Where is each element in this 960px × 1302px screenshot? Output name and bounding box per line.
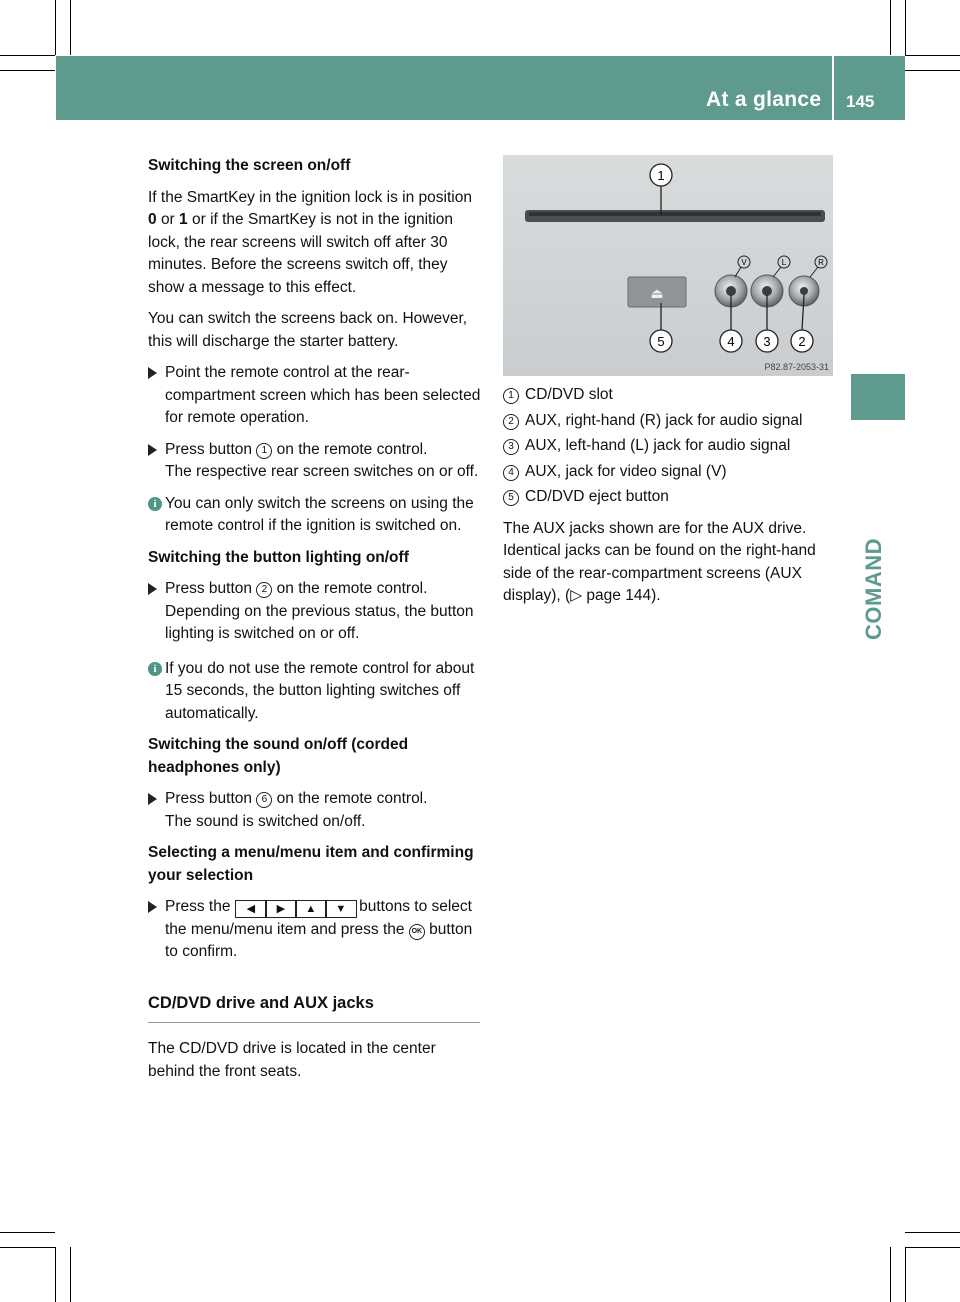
instruction-step: Press button 6 on the remote control. (148, 788, 482, 811)
legend-item: 1 CD/DVD slot (503, 384, 837, 407)
callout-number-icon: 4 (503, 465, 519, 481)
heading-sound: Switching the sound on/off (corded headphones only) (148, 736, 409, 776)
crop-mark (0, 1232, 55, 1233)
info-note: i You can only switch the screens on using the remote control if the ignition is switched on. (148, 493, 482, 538)
step-arrow-icon (148, 583, 157, 595)
callout-1: 1 (657, 168, 665, 183)
left-column (148, 155, 482, 1083)
callout-3: 3 (763, 334, 771, 349)
step-result: The sound is switched on/off. (165, 812, 366, 830)
step-arrow-icon (148, 901, 157, 913)
step-result: The respective rear screen switches on or off. (165, 463, 479, 480)
up-key-icon: ▲ (295, 900, 327, 918)
figure-reference: P82.87-2053-31 (764, 362, 829, 372)
cd-dvd-drive-figure (503, 155, 833, 376)
left-key-icon: ◀ (235, 900, 267, 918)
eject-icon: ⏏ (650, 285, 664, 301)
jack-label-r: R (818, 258, 824, 267)
callout-number-icon: 3 (503, 439, 519, 455)
heading-menu-selection: Selecting a menu/menu item and confirming your selection (148, 844, 474, 884)
ok-button-icon: OK (409, 924, 425, 940)
paragraph: The AUX jacks shown are for the AUX drive. Identical jacks can be found on the right-hand side of the rear-compartment screens (AUX display), (▷ page 144). (503, 519, 816, 604)
instruction-step: Point the remote control at the rear-compartment screen which has been selected for remote operation. (148, 362, 482, 430)
callout-number-icon: 2 (256, 582, 272, 598)
legend-item: 5 CD/DVD eject button (503, 486, 837, 509)
crop-mark (905, 1247, 906, 1302)
crop-mark (905, 1247, 960, 1248)
instruction-step: Press the ◀ ▶ ▲ ▼ buttons to select the menu/menu item and press the OK button to confirm. (148, 896, 482, 964)
step-arrow-icon (148, 367, 157, 379)
crop-mark (890, 0, 891, 55)
legend-item: 2 AUX, right-hand (R) jack for audio signal (503, 410, 837, 433)
legend-item: 3 AUX, left-hand (L) jack for audio signal (503, 435, 837, 458)
paragraph: If the SmartKey in the ignition lock is in position 0 or 1 or if the SmartKey is not in the ignition lock, the rear screens will switch off after 30 minutes. Before the screens switch off, they show a message to this effect. (148, 188, 472, 296)
callout-number-icon: 1 (503, 388, 519, 404)
callout-5: 5 (657, 334, 665, 349)
crop-mark (0, 55, 55, 56)
page-number: 145 (846, 92, 875, 111)
crop-mark (905, 0, 906, 55)
paragraph: The CD/DVD drive is located in the center behind the front seats. (148, 1040, 436, 1080)
crop-mark (55, 1247, 56, 1302)
section-title: CD/DVD drive and AUX jacks (148, 993, 374, 1012)
info-icon: i (148, 497, 162, 511)
page-header-title: At a glance (706, 88, 822, 111)
crop-mark (905, 70, 960, 71)
callout-number-icon: 1 (256, 443, 272, 459)
step-arrow-icon (148, 793, 157, 805)
jack-hole (800, 287, 808, 295)
jack-hole (726, 286, 736, 296)
side-tab-marker (851, 374, 905, 420)
callout-number-icon: 5 (503, 490, 519, 506)
step-result: Depending on the previous status, the button lighting is switched on or off. (165, 602, 474, 642)
crop-mark (890, 1247, 891, 1302)
right-column (503, 384, 837, 608)
crop-mark (905, 55, 960, 56)
legend-item: 4 AUX, jack for video signal (V) (503, 461, 837, 484)
heading-screen-on-off: Switching the screen on/off (148, 157, 351, 174)
info-icon: i (148, 662, 162, 676)
page-reference-arrow-icon: ▷ (570, 587, 583, 604)
heading-button-lighting: Switching the button lighting on/off (148, 548, 409, 566)
jack-label-l: L (781, 258, 787, 267)
section-rule (148, 1022, 480, 1023)
paragraph: You can switch the screens back on. However, this will discharge the starter battery. (148, 310, 468, 350)
crop-mark (0, 1247, 55, 1248)
crop-mark (70, 0, 71, 55)
info-note: i If you do not use the remote control for about 15 seconds, the button lighting switches off automatically. (148, 658, 482, 726)
callout-2: 2 (798, 334, 806, 349)
callout-number-icon: 2 (503, 414, 519, 430)
down-key-icon: ▼ (325, 900, 357, 918)
jack-label-v: V (741, 258, 747, 267)
step-arrow-icon (148, 444, 157, 456)
instruction-step: Press button 1 on the remote control. (148, 439, 482, 462)
crop-mark (70, 1247, 71, 1302)
header-divider (832, 56, 834, 120)
cd-slot-inner (529, 212, 821, 216)
crop-mark (905, 1232, 960, 1233)
callout-4: 4 (727, 334, 735, 349)
side-tab-label: COMAND (861, 538, 886, 640)
right-key-icon: ▶ (265, 900, 297, 918)
callout-number-icon: 6 (256, 792, 272, 808)
jack-hole (762, 286, 772, 296)
crop-mark (0, 70, 55, 71)
crop-mark (55, 0, 56, 55)
instruction-step: Press button 2 on the remote control. (148, 578, 482, 601)
